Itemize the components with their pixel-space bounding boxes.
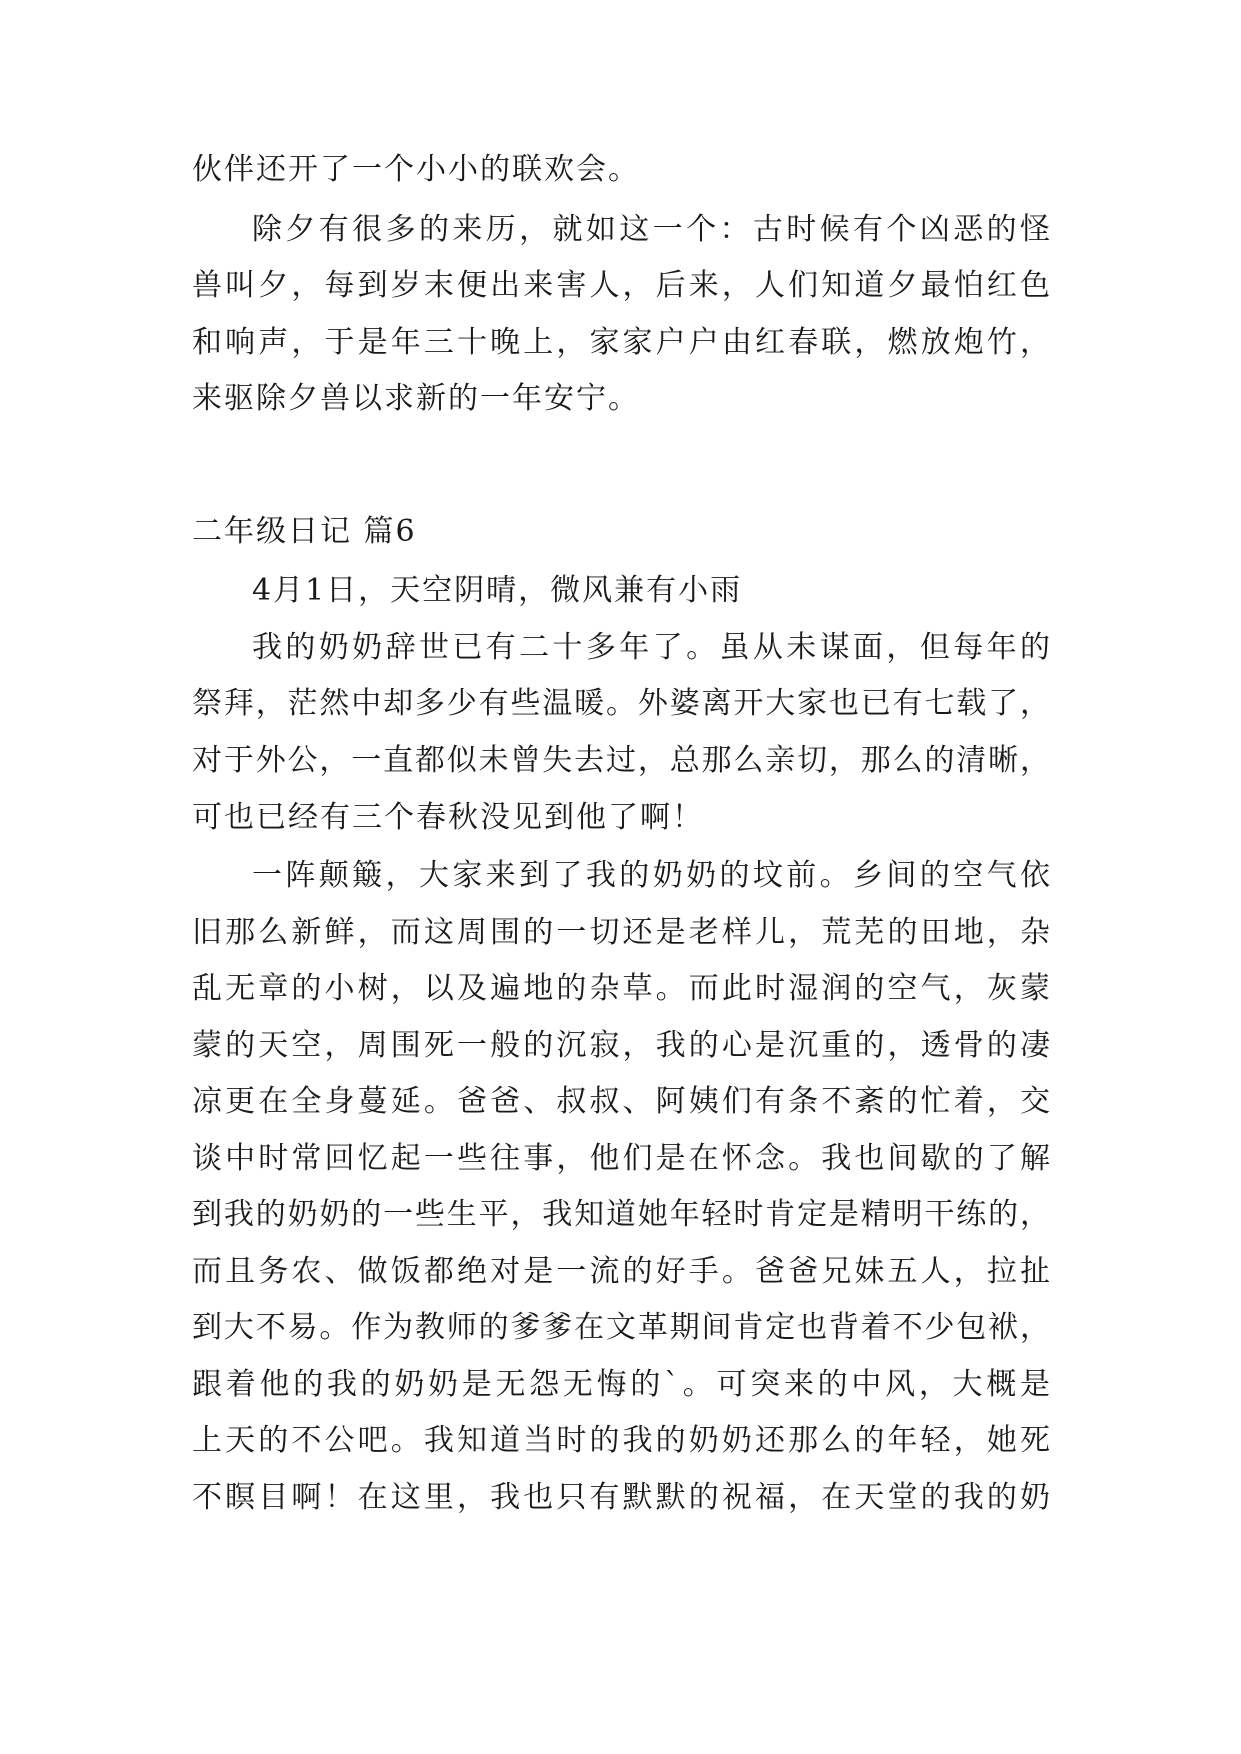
paragraph-line: 到我的奶奶的一些生平，我知道她年轻时肯定是精明干练的， [192,1197,1050,1232]
paragraph-line: 对于外公，一直都似未曾失去过，总那么亲切，那么的清晰， [192,743,1050,778]
paragraph-line: 可也已经有三个春秋没见到他了啊！ [192,800,704,835]
paragraph-line: 旧那么新鲜，而这周围的一切还是老样儿，荒芜的田地，杂 [192,915,1050,950]
paragraph-line: 兽叫夕，每到岁末便出来害人，后来，人们知道夕最怕红色 [192,268,1050,303]
paragraph-line: 祭拜，茫然中却多少有些温暖。外婆离开大家也已有七载了， [192,686,1050,721]
paragraph-line: 一阵颠簸，大家来到了我的奶奶的坟前。乡间的空气依 [252,858,1050,893]
paragraph-line: 除夕有很多的来历，就如这一个：古时候有个凶恶的怪 [252,212,1050,247]
paragraph-line: 伙伴还开了一个小小的联欢会。 [192,152,640,187]
section-heading: 二年级日记 篇6 [192,514,417,549]
paragraph-line: 上天的不公吧。我知道当时的我的奶奶还那么的年轻，她死 [192,1423,1050,1458]
paragraph-line: 来驱除夕兽以求新的一年安宁。 [192,381,640,416]
paragraph-line: 蒙的天空，周围死一般的沉寂，我的心是沉重的，透骨的凄 [192,1028,1050,1063]
paragraph-line: 和响声，于是年三十晚上，家家户户由红春联，燃放炮竹， [192,325,1050,360]
paragraph-line: 跟着他的我的奶奶是无怨无悔的`。可突来的中风，大概是 [192,1367,1050,1402]
paragraph-line: 我的奶奶辞世已有二十多年了。虽从未谋面，但每年的 [252,630,1050,665]
paragraph-line: 不瞑目啊！在这里，我也只有默默的祝福，在天堂的我的奶 [192,1480,1050,1515]
paragraph-line: 凉更在全身蔓延。爸爸、叔叔、阿姨们有条不紊的忙着，交 [192,1084,1050,1119]
paragraph-line: 到大不易。作为教师的爹爹在文革期间肯定也背着不少包袱， [192,1310,1050,1345]
paragraph-line: 谈中时常回忆起一些往事，他们是在怀念。我也间歇的了解 [192,1141,1050,1176]
date-weather-line: 4月1日，天空阴晴，微风兼有小雨 [252,573,743,608]
paragraph-line: 而且务农、做饭都绝对是一流的好手。爸爸兄妹五人，拉扯 [192,1254,1050,1289]
paragraph-line: 乱无章的小树，以及遍地的杂草。而此时湿润的空气，灰蒙 [192,971,1050,1006]
